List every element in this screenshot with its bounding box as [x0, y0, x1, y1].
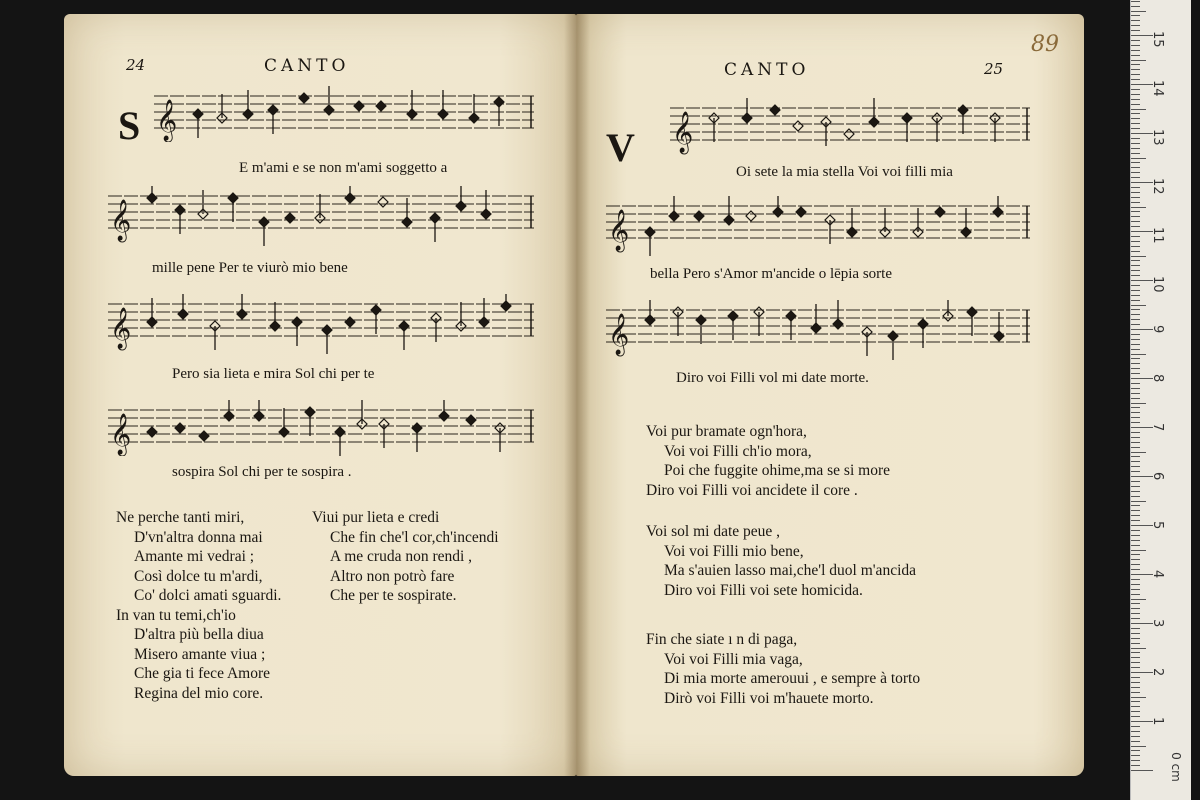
music-note [469, 94, 479, 123]
ruler-tick [1131, 741, 1140, 742]
treble-clef-icon: 𝄞 [110, 414, 132, 455]
music-note [259, 217, 269, 246]
verse-line: A me cruda non rendi , [330, 548, 473, 565]
ruler-tick [1131, 657, 1140, 658]
ruler-number: 4 [1150, 570, 1165, 579]
ruler-tick [1131, 344, 1140, 345]
ruler-tick [1131, 64, 1140, 65]
ruler-tick [1131, 187, 1140, 188]
ruler-tick [1131, 731, 1140, 732]
music-note [990, 113, 1000, 142]
ruler-tick [1131, 736, 1140, 737]
ruler-tick [1131, 314, 1140, 315]
ruler-number: 10 [1150, 276, 1165, 293]
verse-line: In van tu temi,ch'io [116, 606, 236, 624]
music-note [844, 129, 854, 139]
ruler-tick [1131, 363, 1140, 364]
ruler-tick [1131, 295, 1140, 296]
ruler-tick [1131, 393, 1140, 394]
music-staff [606, 196, 1030, 256]
ruler-tick [1131, 603, 1140, 604]
ruler-tick [1131, 123, 1140, 124]
music-note [833, 300, 843, 329]
music-note [305, 407, 315, 436]
verse-column-1 [116, 508, 281, 703]
ruler-tick [1131, 677, 1140, 678]
ruler-tick [1131, 486, 1140, 487]
ruler-tick [1131, 118, 1140, 119]
verse-line: Diro voi Filli voi sete homicida. [664, 581, 863, 599]
ruler-number: 3 [1150, 619, 1165, 628]
music-note [932, 113, 942, 142]
verse-line: Che fin che'l cor,ch'incendi [330, 528, 499, 546]
music-note [694, 211, 704, 221]
ruler-tick [1131, 613, 1140, 614]
ruler-tick [1131, 643, 1140, 644]
ruler-tick [1131, 60, 1146, 61]
ruler-tick [1131, 662, 1140, 663]
ruler-tick [1131, 520, 1140, 521]
open-book [64, 14, 1086, 784]
ruler-tick [1131, 349, 1140, 350]
ruler-tick [1131, 11, 1146, 12]
ruler-tick [1131, 202, 1140, 203]
ruler-tick [1131, 648, 1146, 649]
ruler-tick [1131, 515, 1140, 516]
music-note [376, 101, 386, 111]
ruler-tick [1131, 20, 1140, 21]
ruler-tick [1131, 711, 1140, 712]
ruler-tick [1131, 211, 1140, 212]
verse-line: Voi sol mi date peue , [646, 523, 781, 540]
verse-line: Amante mi vedrai ; [134, 548, 255, 565]
ruler-tick [1131, 256, 1146, 257]
ruler-tick [1131, 300, 1140, 301]
ruler-tick [1131, 177, 1140, 178]
music-note [466, 415, 476, 425]
music-note [357, 400, 367, 429]
verse-line: Diro voi Filli voi ancidete il core . [646, 481, 858, 499]
ruler-tick [1131, 74, 1140, 75]
right-page-number: 25 [984, 60, 1004, 78]
right-initial-letter: V [606, 125, 635, 170]
ruler-tick [1131, 1, 1140, 2]
verse-line: Altro non potrò fare [330, 567, 455, 585]
music-note [888, 331, 898, 360]
ruler-tick [1131, 594, 1140, 595]
music-note [315, 194, 325, 223]
ruler-tick [1131, 545, 1140, 546]
ruler-unit-label: 0 cm [1168, 752, 1183, 782]
ruler-tick [1131, 697, 1146, 698]
ruler-tick [1131, 564, 1140, 565]
ruler-tick [1131, 113, 1140, 114]
right-running-head: CANTO [724, 60, 810, 80]
music-note [147, 427, 157, 437]
verse-line: Misero amante viua ; [134, 645, 266, 663]
verse-line: Fin che siate ı n di paga, [646, 631, 798, 648]
lyric-line: Diro voi Filli vol mi date morte. [676, 370, 869, 386]
music-note [345, 317, 355, 327]
ruler-tick [1131, 491, 1140, 492]
verse-line: Di mia morte amerouui , e sempre à torto [664, 670, 921, 687]
ruler-tick [1131, 334, 1140, 335]
ruler-tick [1131, 290, 1140, 291]
music-note [285, 213, 295, 223]
music-note [175, 423, 185, 433]
music-note [645, 300, 655, 325]
ruler-tick [1131, 501, 1146, 502]
verse-line: Dirò voi Filli voi m'hauete morto. [664, 689, 874, 707]
verse-line: Voi pur bramate ogn'hora, [646, 423, 807, 440]
ruler-tick [1131, 760, 1140, 761]
ruler-tick [1131, 358, 1140, 359]
ruler-tick [1131, 79, 1140, 80]
ruler-tick [1131, 25, 1140, 26]
ruler-tick [1131, 471, 1140, 472]
ruler-tick [1131, 407, 1140, 408]
ruler-tick [1131, 530, 1140, 531]
ruler-tick [1131, 755, 1140, 756]
music-note [796, 207, 806, 217]
ruler-tick [1131, 99, 1140, 100]
music-note [754, 307, 764, 336]
lyric-line: mille pene Per te viurò mio bene [152, 260, 348, 276]
verse-line: Viui pur lieta e credi [312, 509, 440, 526]
ruler-tick [1131, 559, 1140, 560]
music-note [345, 186, 355, 203]
ruler-tick [1131, 6, 1140, 7]
ruler-tick [1131, 241, 1140, 242]
ruler-tick [1131, 216, 1140, 217]
ruler-tick [1131, 682, 1140, 683]
verse-stanza [646, 422, 890, 500]
ruler-tick [1131, 535, 1140, 536]
music-note [501, 294, 511, 311]
lyric-line: Pero sia lieta e mira Sol chi per te [172, 366, 375, 382]
ruler-tick [1131, 466, 1140, 467]
ruler-tick [1131, 579, 1140, 580]
ruler-tick [1131, 442, 1140, 443]
ruler-tick [1131, 706, 1140, 707]
music-note [724, 196, 734, 225]
ruler-tick [1131, 652, 1140, 653]
ruler-tick [1131, 319, 1140, 320]
ruler-tick [1131, 143, 1140, 144]
treble-clef-icon: 𝄞 [608, 314, 630, 355]
treble-clef-icon: 𝄞 [672, 112, 694, 153]
verse-column-2 [312, 508, 499, 606]
music-note [228, 193, 238, 222]
music-note [770, 105, 780, 115]
verse-line: Voi voi Filli mio bene, [664, 542, 804, 560]
verse-stanza [646, 522, 916, 600]
ruler-tick [1131, 633, 1140, 634]
ruler-tick [1131, 270, 1140, 271]
verse-line: Co' dolci amati sguardi. [134, 587, 282, 604]
ruler-tick [1131, 305, 1146, 306]
verse-line: Voi voi Filli ch'io mora, [664, 442, 812, 460]
measurement-ruler [1130, 0, 1191, 800]
music-note [193, 109, 203, 138]
ruler-number: 11 [1150, 227, 1165, 244]
ruler-tick [1131, 692, 1140, 693]
ruler-tick [1131, 45, 1140, 46]
ruler-tick [1131, 540, 1140, 541]
music-note [742, 98, 752, 123]
music-note [199, 431, 209, 441]
ruler-tick [1131, 589, 1140, 590]
lyric-line: sospira Sol chi per te sospira . [172, 464, 352, 480]
ruler-tick [1131, 403, 1146, 404]
ruler-tick [1131, 452, 1146, 453]
music-note [967, 307, 977, 336]
book-gutter [564, 14, 590, 776]
ruler-tick [1131, 158, 1146, 159]
ruler-tick [1131, 432, 1140, 433]
ruler-tick [1131, 608, 1140, 609]
music-note [958, 105, 968, 134]
ruler-tick [1131, 456, 1140, 457]
ruler-tick [1131, 40, 1140, 41]
ruler-tick [1131, 162, 1140, 163]
ruler-tick [1131, 138, 1140, 139]
ruler-tick [1131, 69, 1140, 70]
music-note [270, 302, 280, 331]
ruler-tick [1131, 569, 1140, 570]
ruler-tick [1131, 726, 1140, 727]
music-note [178, 294, 188, 319]
ruler-number: 6 [1150, 472, 1165, 481]
lyric-line: E m'ami e se non m'ami soggetto a [239, 160, 448, 176]
treble-clef-icon: 𝄞 [110, 200, 132, 241]
music-note [709, 113, 719, 142]
ruler-number: 13 [1150, 129, 1165, 146]
ruler-tick [1131, 339, 1140, 340]
ruler-tick [1131, 226, 1140, 227]
music-note [412, 423, 422, 452]
pencil-folio-number: 89 [1031, 32, 1059, 57]
verse-line: Così dolce tu m'ardi, [134, 567, 263, 585]
music-note [746, 211, 756, 221]
music-note [324, 86, 334, 115]
ruler-tick [1131, 422, 1140, 423]
ruler-number: 2 [1150, 668, 1165, 677]
lyric-line: Oi sete la mia stella Voi voi filli mia [736, 164, 953, 180]
left-page-number: 24 [126, 56, 146, 74]
ruler-tick [1131, 750, 1140, 751]
lyric-line: bella Pero s'Amor m'ancide o lēpia sorte [650, 266, 892, 282]
music-note [456, 186, 466, 211]
music-note [292, 317, 302, 346]
music-note [495, 423, 505, 452]
ruler-tick [1131, 687, 1140, 688]
music-note [869, 98, 879, 127]
ruler-number: 15 [1150, 31, 1165, 48]
ruler-tick [1131, 246, 1140, 247]
ruler-tick [1131, 373, 1140, 374]
ruler-tick [1131, 746, 1146, 747]
ruler-tick [1131, 265, 1140, 266]
ruler-tick [1131, 50, 1140, 51]
music-note [147, 186, 157, 203]
ruler-tick [1131, 192, 1140, 193]
ruler-tick [1131, 167, 1140, 168]
music-staff [154, 86, 534, 142]
ruler-tick [1131, 30, 1140, 31]
ruler-tick [1131, 221, 1140, 222]
verse-line: Poi che fuggite ohime,ma se si more [664, 462, 890, 479]
music-note [645, 227, 655, 256]
ruler-tick [1131, 437, 1140, 438]
music-note [696, 315, 706, 344]
music-note [354, 101, 364, 111]
ruler-tick [1131, 584, 1140, 585]
verse-line: Che gia ti fece Amore [134, 665, 271, 682]
ruler-tick [1131, 765, 1140, 766]
music-note [279, 408, 289, 437]
music-staff [108, 400, 534, 456]
ruler-tick [1131, 412, 1140, 413]
ruler-tick [1131, 275, 1140, 276]
ruler-tick [1131, 716, 1140, 717]
music-note [669, 196, 679, 221]
music-staff [108, 186, 534, 248]
ruler-tick [1131, 383, 1140, 384]
ruler-tick [1131, 618, 1140, 619]
verse-line: D'vn'altra donna mai [134, 528, 263, 546]
music-staff [606, 300, 1030, 362]
ruler-tick [1131, 447, 1140, 448]
music-note [299, 93, 309, 103]
verse-line: D'altra più bella diua [134, 626, 264, 643]
music-note [902, 113, 912, 142]
ruler-number: 1 [1150, 717, 1165, 726]
ruler-tick [1131, 285, 1140, 286]
music-staff [670, 98, 1030, 156]
music-note [237, 294, 247, 319]
music-note [378, 197, 388, 207]
ruler-tick [1131, 770, 1153, 771]
verse-line: Ma s'auien lasso mai,che'l duol m'ancida [664, 562, 917, 579]
ruler-tick [1131, 550, 1146, 551]
verse-line: Ne perche tanti miri, [116, 509, 245, 526]
ruler-tick [1131, 417, 1140, 418]
ruler-tick [1131, 701, 1140, 702]
music-staff [108, 294, 534, 356]
ruler-tick [1131, 128, 1140, 129]
ruler-tick [1131, 197, 1140, 198]
left-running-head: CANTO [264, 56, 350, 76]
ruler-number: 12 [1150, 178, 1165, 195]
ruler-tick [1131, 638, 1140, 639]
ruler-number: 8 [1150, 374, 1165, 383]
ruler-tick [1131, 628, 1140, 629]
ruler-tick [1131, 368, 1140, 369]
ruler-tick [1131, 667, 1140, 668]
ruler-tick [1131, 481, 1140, 482]
ruler-tick [1131, 251, 1140, 252]
verse-line: Che per te sospirate. [330, 587, 457, 604]
ruler-tick [1131, 94, 1140, 95]
verse-line: Voi voi Filli mia vaga, [664, 650, 803, 668]
ruler-number: 14 [1150, 80, 1165, 97]
music-note [322, 325, 332, 354]
verse-stanza [646, 630, 920, 708]
ruler-tick [1131, 354, 1146, 355]
music-note [935, 207, 945, 217]
ruler-number: 5 [1150, 521, 1165, 530]
ruler-tick [1131, 89, 1140, 90]
ruler-tick [1131, 148, 1140, 149]
treble-clef-icon: 𝄞 [110, 308, 132, 349]
ruler-tick [1131, 172, 1140, 173]
ruler-number: 7 [1150, 423, 1165, 432]
ruler-tick [1131, 496, 1140, 497]
music-note [217, 94, 227, 123]
ruler-tick [1131, 461, 1140, 462]
ruler-tick [1131, 236, 1140, 237]
treble-clef-icon: 𝄞 [156, 100, 178, 141]
ruler-tick [1131, 554, 1140, 555]
ruler-tick [1131, 260, 1140, 261]
ruler-tick [1131, 505, 1140, 506]
treble-clef-icon: 𝄞 [608, 210, 630, 251]
ruler-tick [1131, 207, 1146, 208]
music-note [456, 302, 466, 331]
ruler-tick [1131, 388, 1140, 389]
ruler-tick [1131, 599, 1146, 600]
ruler-tick [1131, 104, 1140, 105]
ruler-number: 9 [1150, 325, 1165, 334]
ruler-tick [1131, 109, 1146, 110]
verse-line: Regina del mio core. [134, 684, 264, 702]
ruler-tick [1131, 15, 1140, 16]
ruler-tick [1131, 510, 1140, 511]
left-initial-letter: S [118, 103, 141, 148]
music-note [673, 307, 683, 336]
ruler-tick [1131, 309, 1140, 310]
ruler-tick [1131, 398, 1140, 399]
ruler-tick [1131, 153, 1140, 154]
ruler-tick [1131, 55, 1140, 56]
ruler-tick [1131, 324, 1140, 325]
music-note [793, 121, 803, 131]
